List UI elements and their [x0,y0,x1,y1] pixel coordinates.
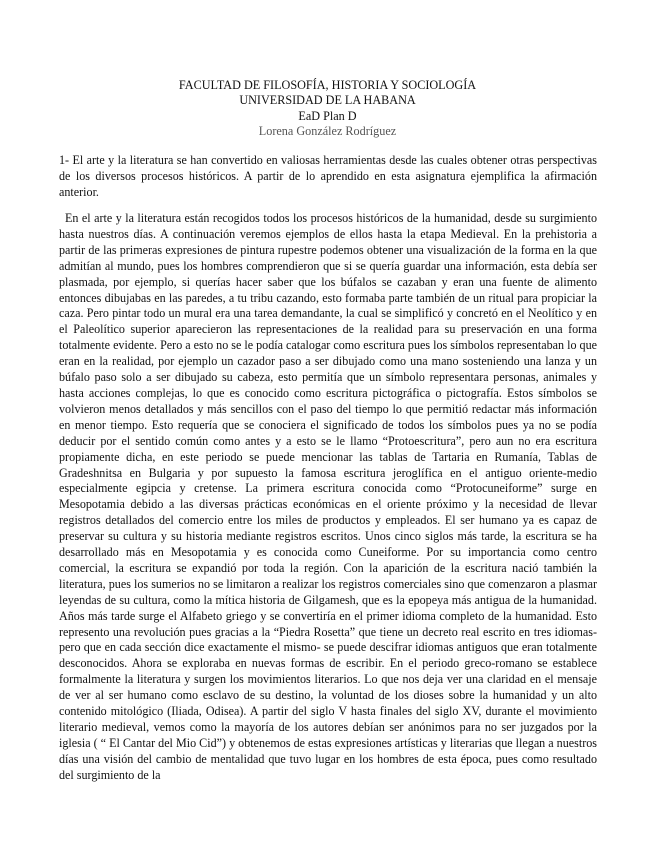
faculty-title: FACULTAD DE FILOSOFÍA, HISTORIA Y SOCIOLOGÍA [178,78,477,92]
plan-label: EaD Plan D [298,108,357,123]
author-name: Lorena González Rodríguez [258,123,397,138]
answer-paragraph: En el arte y la literatura están recogidos todos los procesos históricos de la humanidad, desde su surgimiento hasta nuestros días. A continuación veremos ejemplos de ellos hasta la etapa Medieval. En la prehistoria a partir de las primeras expresiones de pintura rupestre podemos obtener una visualización de la forma en la que admitían al mundo, pues los hombres comprendieron que si se quería guardar una información, esta debía ser plasmada, por ejemplo, si querías hacer saber que los búfalos se cazaban y eran una fuente de alimento entonces dibujabas en las paredes, a tu tribu cazando, esto formaba parte también de un ritual para propiciar la caza. Pero pintar todo un mural era una tarea demandante, la cual se simplificó y concretó en el Neolítico y en el Paleolítico superior aparecieron las representaciones de la realidad para su preservación en una forma totalmente evidente. Pero a esto no se le podía catalogar como escritura pues los símbolos representaban lo que eran en la realidad, por ejemplo un cazador paso a ser dibujado como una mano sosteniendo una lanza y un búfalo paso solo a ser dibujado su cabeza, esto permitía que un símbolo representara personas, animales y hasta acciones complejas, lo que es conocido como escritura pictográfica o pictografía. Estos símbolos se volvieron menos detallados y más sencillos con el paso del tiempo lo que permitió redactar más información en menor tiempo. Esto requería que se conociera el significado de todos los símbolos pues ya no se podía deducir por el sentido común como antes y a esto se le llamo “Protoescritura”, pero aun no era escritura propiamente dicha, en este periodo se puede mencionar las tablas de Tartaria en Rumanía, Tablas de Gradeshnitsa en Bulgaria y por supuesto la famosa escritura jeroglífica en el antiguo oriente-medio especialmente egipcia y cretense. La primera escritura conocida como “Protocuneiforme” surge en Mesopotamia debido a las diversas prácticas económicas en el oriente próximo y la necesidad de llevar registros detallados del comercio entre los miles de productos y empleados. El ser humano ya es capaz de preservar su cultura y su historia mediante registros escritos. Unos cinco siglos más tarde, la escritura se ha desarrollado más en Mesopotamia y es conocida como Cuneiforme. Por su importancia como centro comercial, la escritura se expandió por toda la región. Con la aparición de la escritura nació también la literatura, pues los sumerios no se limitaron a realizar los registros comerciales sino que comenzaron a plasmar leyendas de su cultura, como la mítica historia de Gilgamesh, que es la epopeya más antigua de la humanidad. Años más tarde surge el Alfabeto griego y se convertiría en el primer idioma completo de la humanidad. Esto represento una revolución pues gracias a la “Piedra Rosetta” que tiene un decreto real escrito en tres idiomas- pero que en cada sección dice exactamente el mismo- se puede descifrar idiomas antiguos que eran totalmente desconocidos. Ahora se exploraba en nuevas formas de escribir. En el periodo greco-romano se establece formalmente la literatura y surgen los movimientos literarios. Lo que nos deja ver una claridad en el mensaje de ver al ser humano como esclavo de su destino, la voluntad de los dioses sobre la humanidad y un alto contenido mitológico (Iliada, Odisea). A partir del siglo V hasta finales del siglo XV, durante el movimiento literario medieval, vemos como la mayoría de los autores debían ser anónimos para no ser juzgados por la iglesia ( “ El Cantar del Mio Cid”) y obtenemos de estas expresiones artísticas y literarias que llegan a nuestros días una visión del cambio de mentalidad que tuvo lugar en los hombres de esta época, pues como resultado del surgimiento de la [59,211,598,782]
university-title: UNIVERSIDAD DE LA HABANA [239,93,416,108]
document-header [0,78,655,139]
question-paragraph: 1- El arte y la literatura se han convertido en valiosas herramientas desde las cuales obtener otras perspectivas de los diversos procesos históricos. A partir de lo aprendido en esta asignatura ejemplifica la afirmación anterior. [59,153,597,199]
